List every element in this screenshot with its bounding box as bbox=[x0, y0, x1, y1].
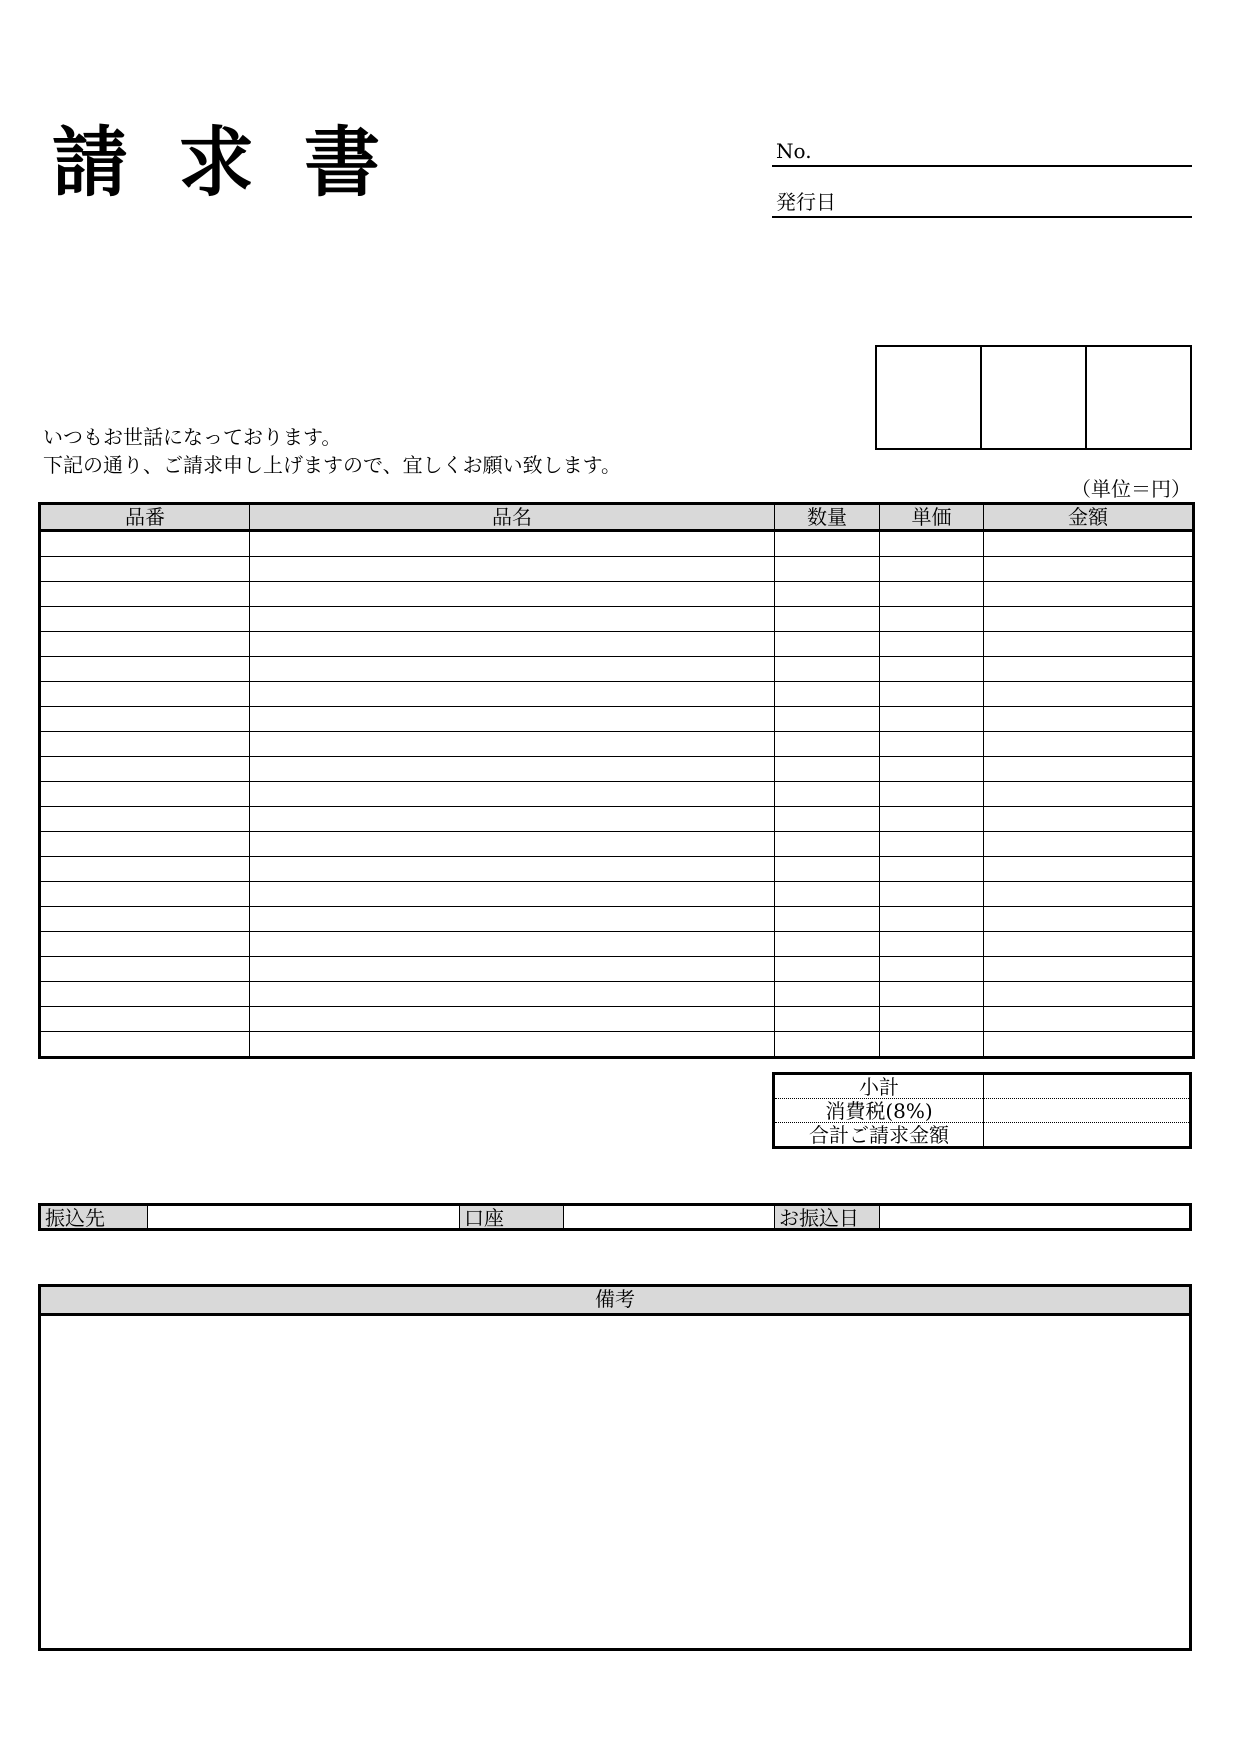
table-row bbox=[40, 957, 1194, 982]
transfer-date-field[interactable] bbox=[880, 1206, 1189, 1228]
table-row bbox=[40, 757, 1194, 782]
unit-price-cell[interactable] bbox=[880, 582, 984, 607]
title-char-3: 書 bbox=[304, 118, 380, 207]
table-row bbox=[40, 932, 1194, 957]
item-name-cell[interactable] bbox=[250, 1032, 775, 1058]
quantity-cell[interactable] bbox=[775, 907, 880, 932]
item-name-cell[interactable] bbox=[250, 832, 775, 857]
unit-price-cell[interactable] bbox=[880, 707, 984, 732]
amount-cell[interactable] bbox=[984, 957, 1194, 982]
quantity-cell[interactable] bbox=[775, 1007, 880, 1032]
item-code-cell[interactable] bbox=[40, 657, 250, 682]
greeting-text bbox=[43, 423, 621, 479]
quantity-cell[interactable] bbox=[775, 782, 880, 807]
amount-cell[interactable] bbox=[984, 707, 1194, 732]
item-code-cell[interactable] bbox=[40, 932, 250, 957]
quantity-cell[interactable] bbox=[775, 657, 880, 682]
unit-price-cell[interactable] bbox=[880, 982, 984, 1007]
remarks-box bbox=[38, 1284, 1192, 1651]
quantity-cell[interactable] bbox=[775, 957, 880, 982]
quantity-cell[interactable] bbox=[775, 732, 880, 757]
table-row bbox=[40, 531, 1194, 557]
quantity-cell[interactable] bbox=[775, 531, 880, 557]
item-code-cell[interactable] bbox=[40, 957, 250, 982]
stamp-boxes bbox=[875, 345, 1192, 450]
quantity-cell[interactable] bbox=[775, 757, 880, 782]
remarks-field[interactable] bbox=[41, 1316, 1189, 1646]
table-row bbox=[40, 882, 1194, 907]
unit-price-cell[interactable] bbox=[880, 807, 984, 832]
item-name-cell[interactable] bbox=[250, 607, 775, 632]
unit-price-cell[interactable] bbox=[880, 957, 984, 982]
item-code-cell[interactable] bbox=[40, 531, 250, 557]
item-code-cell[interactable] bbox=[40, 907, 250, 932]
column-header-quantity: 数量 bbox=[775, 504, 880, 531]
items-header-row bbox=[40, 504, 1194, 531]
item-name-cell[interactable] bbox=[250, 732, 775, 757]
greeting-line-2: 下記の通り、ご請求申し上げますので、宜しくお願い致します。 bbox=[43, 453, 621, 477]
transfer-date-label: お振込日 bbox=[775, 1206, 880, 1228]
quantity-cell[interactable] bbox=[775, 632, 880, 657]
table-row bbox=[40, 857, 1194, 882]
unit-price-cell[interactable] bbox=[880, 882, 984, 907]
amount-cell[interactable] bbox=[984, 582, 1194, 607]
item-code-cell[interactable] bbox=[40, 607, 250, 632]
table-row bbox=[40, 732, 1194, 757]
amount-cell[interactable] bbox=[984, 932, 1194, 957]
table-row bbox=[40, 607, 1194, 632]
document-title bbox=[52, 118, 430, 208]
item-code-cell[interactable] bbox=[40, 807, 250, 832]
unit-price-cell[interactable] bbox=[880, 632, 984, 657]
invoice-number-label: No. bbox=[776, 139, 812, 163]
amount-cell[interactable] bbox=[984, 1032, 1194, 1058]
subtotal-value[interactable] bbox=[984, 1074, 1191, 1099]
unit-price-cell[interactable] bbox=[880, 1007, 984, 1032]
table-row bbox=[40, 707, 1194, 732]
bank-info-row bbox=[38, 1203, 1192, 1231]
item-code-cell[interactable] bbox=[40, 857, 250, 882]
quantity-cell[interactable] bbox=[775, 557, 880, 582]
table-row bbox=[40, 632, 1194, 657]
column-header-amount: 金額 bbox=[984, 504, 1194, 531]
title-char-1: 請 bbox=[52, 118, 128, 207]
table-row bbox=[40, 557, 1194, 582]
item-name-cell[interactable] bbox=[250, 982, 775, 1007]
item-name-cell[interactable] bbox=[250, 531, 775, 557]
table-row bbox=[40, 682, 1194, 707]
items-table bbox=[38, 502, 1195, 1059]
item-name-cell[interactable] bbox=[250, 907, 775, 932]
table-row bbox=[40, 832, 1194, 857]
item-code-cell[interactable] bbox=[40, 832, 250, 857]
item-name-cell[interactable] bbox=[250, 957, 775, 982]
item-code-cell[interactable] bbox=[40, 557, 250, 582]
item-code-cell[interactable] bbox=[40, 1007, 250, 1032]
item-code-cell[interactable] bbox=[40, 782, 250, 807]
amount-cell[interactable] bbox=[984, 657, 1194, 682]
unit-price-cell[interactable] bbox=[880, 682, 984, 707]
amount-cell[interactable] bbox=[984, 732, 1194, 757]
amount-cell[interactable] bbox=[984, 682, 1194, 707]
table-row bbox=[40, 1032, 1194, 1058]
item-name-cell[interactable] bbox=[250, 632, 775, 657]
column-header-item-name: 品名 bbox=[250, 504, 775, 531]
unit-note: （単位＝円） bbox=[1071, 477, 1191, 501]
item-name-cell[interactable] bbox=[250, 1007, 775, 1032]
table-row bbox=[40, 982, 1194, 1007]
greeting-line-1: いつもお世話になっております。 bbox=[43, 425, 342, 449]
table-row bbox=[40, 582, 1194, 607]
amount-cell[interactable] bbox=[984, 807, 1194, 832]
title-char-2: 求 bbox=[178, 118, 254, 207]
item-name-cell[interactable] bbox=[250, 582, 775, 607]
quantity-cell[interactable] bbox=[775, 882, 880, 907]
total-value[interactable] bbox=[984, 1123, 1191, 1148]
unit-price-cell[interactable] bbox=[880, 1032, 984, 1058]
amount-cell[interactable] bbox=[984, 782, 1194, 807]
amount-cell[interactable] bbox=[984, 607, 1194, 632]
column-header-unit-price: 単価 bbox=[880, 504, 984, 531]
item-code-cell[interactable] bbox=[40, 732, 250, 757]
item-name-cell[interactable] bbox=[250, 882, 775, 907]
payee-label: 振込先 bbox=[41, 1206, 148, 1228]
amount-cell[interactable] bbox=[984, 982, 1194, 1007]
amount-cell[interactable] bbox=[984, 757, 1194, 782]
column-header-item-code: 品番 bbox=[40, 504, 250, 531]
issue-date-label: 発行日 bbox=[776, 190, 836, 214]
unit-price-cell[interactable] bbox=[880, 932, 984, 957]
unit-price-cell[interactable] bbox=[880, 832, 984, 857]
item-name-cell[interactable] bbox=[250, 682, 775, 707]
subtotal-row bbox=[774, 1074, 1191, 1099]
table-row bbox=[40, 907, 1194, 932]
item-code-cell[interactable] bbox=[40, 982, 250, 1007]
unit-price-cell[interactable] bbox=[880, 907, 984, 932]
account-field[interactable] bbox=[564, 1206, 775, 1228]
account-label: 口座 bbox=[460, 1206, 564, 1228]
tax-row bbox=[774, 1099, 1191, 1123]
total-label: 合計ご請求金額 bbox=[774, 1123, 984, 1148]
amount-cell[interactable] bbox=[984, 531, 1194, 557]
item-code-cell[interactable] bbox=[40, 707, 250, 732]
item-name-cell[interactable] bbox=[250, 857, 775, 882]
item-code-cell[interactable] bbox=[40, 1032, 250, 1058]
remarks-header: 備考 bbox=[41, 1287, 1189, 1316]
stamp-box[interactable] bbox=[1087, 347, 1190, 448]
amount-cell[interactable] bbox=[984, 907, 1194, 932]
quantity-cell[interactable] bbox=[775, 607, 880, 632]
unit-price-cell[interactable] bbox=[880, 857, 984, 882]
quantity-cell[interactable] bbox=[775, 832, 880, 857]
item-code-cell[interactable] bbox=[40, 682, 250, 707]
invoice-number-field[interactable] bbox=[772, 137, 1192, 167]
item-code-cell[interactable] bbox=[40, 882, 250, 907]
amount-cell[interactable] bbox=[984, 1007, 1194, 1032]
quantity-cell[interactable] bbox=[775, 807, 880, 832]
unit-price-cell[interactable] bbox=[880, 657, 984, 682]
item-name-cell[interactable] bbox=[250, 657, 775, 682]
tax-label: 消費税(8%) bbox=[774, 1099, 984, 1123]
subtotal-label: 小計 bbox=[774, 1074, 984, 1099]
stamp-box[interactable] bbox=[982, 347, 1087, 448]
table-row bbox=[40, 807, 1194, 832]
quantity-cell[interactable] bbox=[775, 582, 880, 607]
payee-field[interactable] bbox=[148, 1206, 460, 1228]
amount-cell[interactable] bbox=[984, 632, 1194, 657]
amount-cell[interactable] bbox=[984, 882, 1194, 907]
item-code-cell[interactable] bbox=[40, 757, 250, 782]
stamp-box[interactable] bbox=[877, 347, 982, 448]
item-name-cell[interactable] bbox=[250, 807, 775, 832]
item-name-cell[interactable] bbox=[250, 557, 775, 582]
unit-price-cell[interactable] bbox=[880, 732, 984, 757]
issue-date-field[interactable] bbox=[772, 188, 1192, 218]
item-name-cell[interactable] bbox=[250, 932, 775, 957]
quantity-cell[interactable] bbox=[775, 857, 880, 882]
item-name-cell[interactable] bbox=[250, 707, 775, 732]
unit-price-cell[interactable] bbox=[880, 557, 984, 582]
item-code-cell[interactable] bbox=[40, 582, 250, 607]
quantity-cell[interactable] bbox=[775, 932, 880, 957]
quantity-cell[interactable] bbox=[775, 707, 880, 732]
item-name-cell[interactable] bbox=[250, 782, 775, 807]
totals-table bbox=[772, 1072, 1192, 1149]
unit-price-cell[interactable] bbox=[880, 531, 984, 557]
quantity-cell[interactable] bbox=[775, 1032, 880, 1058]
amount-cell[interactable] bbox=[984, 832, 1194, 857]
quantity-cell[interactable] bbox=[775, 682, 880, 707]
tax-value[interactable] bbox=[984, 1099, 1191, 1123]
unit-price-cell[interactable] bbox=[880, 757, 984, 782]
amount-cell[interactable] bbox=[984, 557, 1194, 582]
amount-cell[interactable] bbox=[984, 857, 1194, 882]
item-code-cell[interactable] bbox=[40, 632, 250, 657]
quantity-cell[interactable] bbox=[775, 982, 880, 1007]
item-name-cell[interactable] bbox=[250, 757, 775, 782]
table-row bbox=[40, 657, 1194, 682]
total-row bbox=[774, 1123, 1191, 1148]
unit-price-cell[interactable] bbox=[880, 607, 984, 632]
items-body bbox=[40, 531, 1194, 1058]
table-row bbox=[40, 1007, 1194, 1032]
table-row bbox=[40, 782, 1194, 807]
unit-price-cell[interactable] bbox=[880, 782, 984, 807]
